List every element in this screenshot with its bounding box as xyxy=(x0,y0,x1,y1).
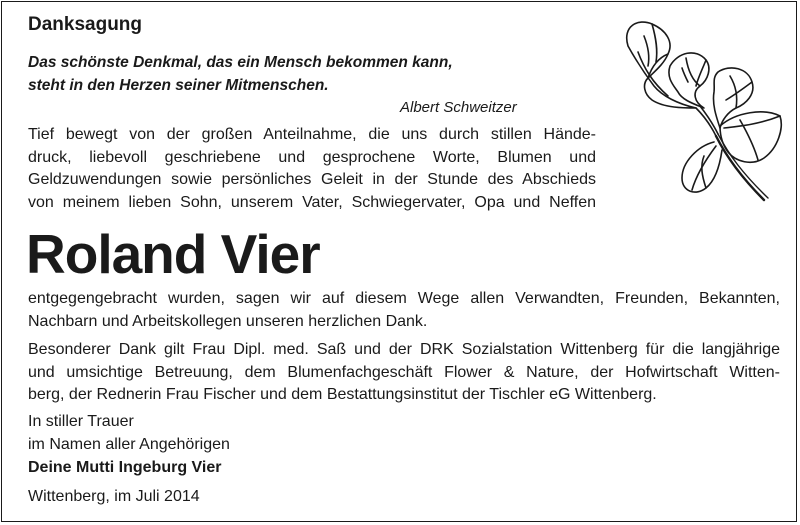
paragraph-line: und umsichtige Betreuung, dem Blumenfachgeschäft Flower & Nature, der Hofwirtschaft Witten- xyxy=(28,363,780,381)
special-thanks-paragraph xyxy=(28,339,780,407)
paragraph-line: Besonderer Dank gilt Frau Dipl. med. Saß und der DRK Sozialstation Wittenberg für die langjährige xyxy=(28,341,780,358)
paragraph-line: Tief bewegt von der großen Anteilnahme, die uns durch stillen Hände- xyxy=(28,126,596,143)
quote-line-2: steht in den Herzen seiner Mitmenschen. xyxy=(28,77,329,94)
paragraph-line: Nachbarn und Arbeitskollegen unseren herzlichen Dank. xyxy=(28,312,428,330)
paragraph-line: von meinem lieben Sohn, unserem Vater, Schwiegervater, Opa und Neffen xyxy=(28,193,596,211)
thanks-paragraph-intro xyxy=(28,124,596,214)
obituary-card xyxy=(1,1,797,522)
paragraph-line: entgegengebracht wurden, sagen wir auf diesem Wege allen Verwandten, Freunden, Bekannten, xyxy=(28,290,780,307)
paragraph-line: druck, liebevoll geschriebene und gesprochene Worte, Blumen und xyxy=(28,148,596,166)
signature-line-2: im Namen aller Angehörigen xyxy=(28,436,230,453)
quote-author: Albert Schweitzer xyxy=(400,99,517,116)
paragraph-line: berg, der Rednerin Frau Fischer und dem Bestattungsinstitut der Tischler eG Wittenberg. xyxy=(28,386,657,403)
signature-line-1: In stiller Trauer xyxy=(28,413,134,430)
calla-lily-icon xyxy=(608,16,786,208)
paragraph-line: Geldzuwendungen sowie persönliches Geleit in der Stunde des Abschieds xyxy=(28,171,596,188)
quote-line-1: Das schönste Denkmal, das ein Mensch bekommen kann, xyxy=(28,54,453,71)
signature-name: Deine Mutti Ingeburg Vier xyxy=(28,459,222,476)
thanks-paragraph-main xyxy=(28,288,780,333)
heading: Danksagung xyxy=(28,14,143,35)
place-date: Wittenberg, im Juli 2014 xyxy=(28,488,200,505)
deceased-name: Roland Vier xyxy=(26,223,320,285)
